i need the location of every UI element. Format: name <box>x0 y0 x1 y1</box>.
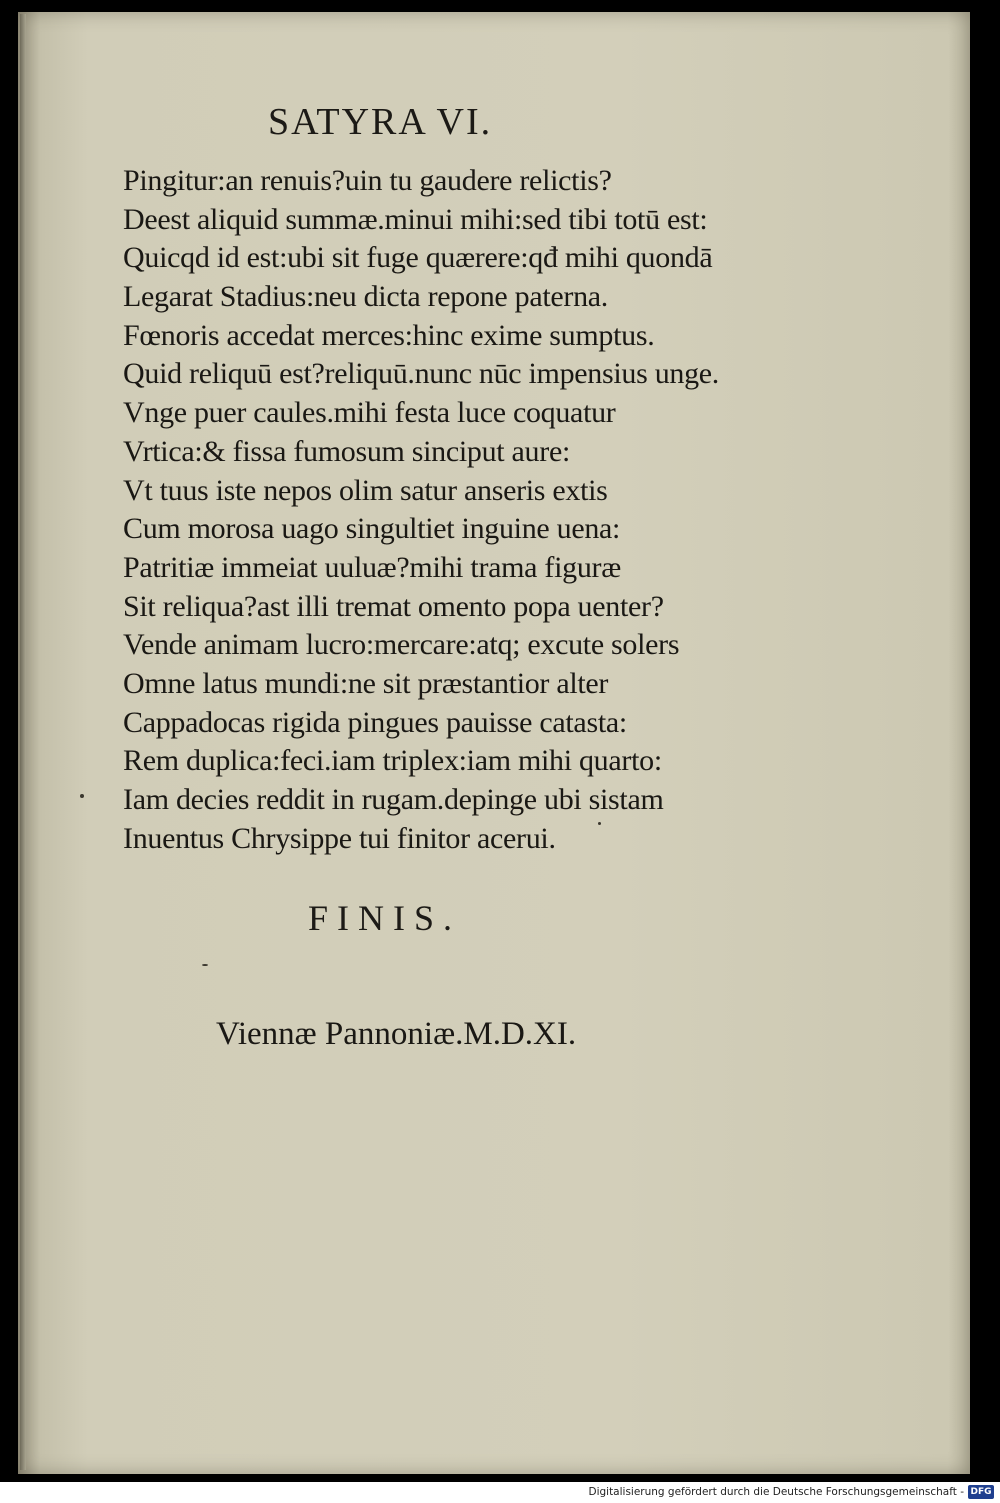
ink-speck <box>80 794 84 798</box>
verse-line: Omne latus mundi:ne sit præstantior alter <box>123 666 609 700</box>
verse-line: Iam decies reddit in rugam.depinge ubi sistam <box>123 783 664 816</box>
footer-bar <box>0 1482 1000 1503</box>
ink-speck <box>202 964 208 966</box>
page-gutter-shadow <box>20 14 26 1470</box>
ink-speck <box>598 822 601 825</box>
verse-line: Vrtica:& fissa fumosum sinciput aure: <box>123 434 571 468</box>
verse-line: Quicqd id est:ubi sit fuge quærere:qđ mihi quondā <box>123 241 713 275</box>
verse-line: Sit reliqua?ast illi tremat omento popa uenter? <box>123 589 664 623</box>
verse-line: Quid reliquū est?reliquū.nunc nūc impensius unge. <box>123 357 720 391</box>
verse-line: Patritiæ immeiat uuluæ?mihi trama figuræ <box>123 550 621 584</box>
verse-line: Vt tuus iste nepos olim satur anseris extis <box>123 473 608 507</box>
book-page <box>18 12 970 1474</box>
finis-heading: FINIS. <box>308 898 462 938</box>
verse-line: Inuentus Chrysippe tui finitor acerui. <box>123 821 556 855</box>
verse-block <box>123 162 719 858</box>
dfg-logo-icon: DFG <box>968 1485 994 1499</box>
verse-line: Vende animam lucro:mercare:atq; excute solers <box>123 628 680 662</box>
verse-line: Cappadocas rigida pingues pauisse catasta: <box>123 705 627 739</box>
verse-line: Fœnoris accedat merces:hinc exime sumptus. <box>123 318 655 352</box>
verse-line: Rem duplica:feci.iam triplex:iam mihi quarto: <box>123 744 662 778</box>
verse-line: Deest aliquid summæ.minui mihi:sed tibi totū est: <box>123 202 708 236</box>
verse-line: Pingitur:an renuis?uin tu gaudere relictis? <box>123 164 612 197</box>
verse-line: Vnge puer caules.mihi festa luce coquatur <box>123 396 616 430</box>
colophon: Viennæ Pannoniæ.M.D.XI. <box>216 1016 577 1052</box>
running-head: SATYRA VI. <box>268 101 493 143</box>
verse-line: Cum morosa uago singultiet inguine uena: <box>123 512 621 546</box>
footer-credit: Digitalisierung gefördert durch die Deutsche Forschungsgemeinschaft - <box>588 1486 964 1498</box>
verse-line: Legarat Stadius:neu dicta repone paterna. <box>123 280 608 314</box>
